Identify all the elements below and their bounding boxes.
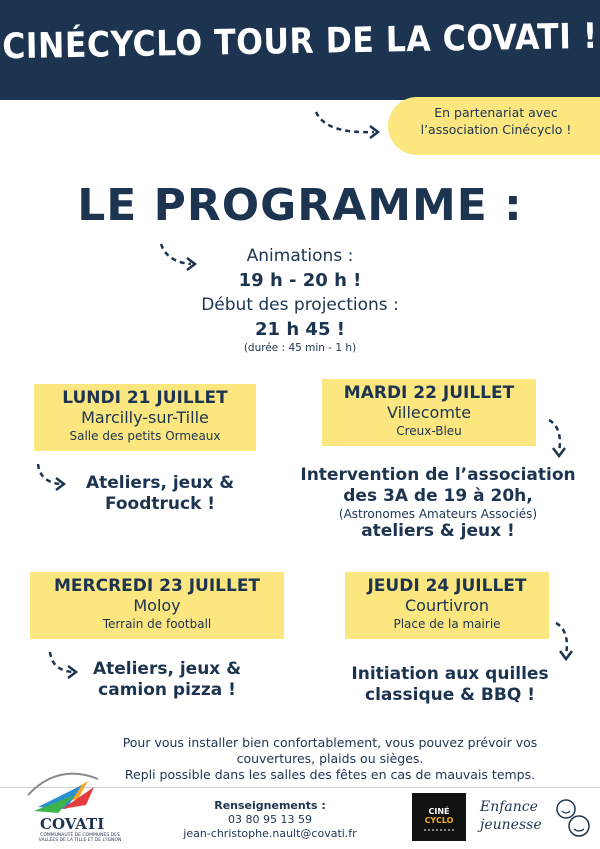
partner-text <box>396 104 596 138</box>
event-day: LUNDI 21 JUILLET <box>62 388 228 408</box>
event-card-wednesday <box>30 572 284 639</box>
covati-name: COVATI <box>40 815 105 833</box>
footer-info-line: Pour vous installer bien confortablement, vous pouvez prévoir vos <box>122 735 538 750</box>
animations-label: Animations : <box>246 246 354 266</box>
cine-logo-line: CINÉ <box>428 807 450 816</box>
event-day: JEUDI 24 JUILLET <box>367 576 527 596</box>
event-card-tuesday <box>322 379 536 446</box>
footer-info <box>60 735 600 783</box>
event-desc-line: ateliers & jeux ! <box>361 521 515 541</box>
event-desc-line: Ateliers, jeux & <box>85 473 235 493</box>
projections-label: Début des projections : <box>201 295 399 315</box>
event-card-monday <box>34 384 256 451</box>
contact-title: Renseignements : <box>214 799 326 812</box>
dashed-arrow-icon <box>552 621 582 663</box>
event-town: Moloy <box>133 596 181 615</box>
projections-time: 21 h 45 ! <box>255 319 345 340</box>
event-desc-line: des 3A de 19 à 20h, <box>343 486 533 506</box>
event-desc-line: Foodtruck ! <box>104 494 216 514</box>
event-desc-line: camion pizza ! <box>98 680 236 700</box>
cinecyclo-logo <box>412 793 466 841</box>
covati-logo <box>18 765 108 817</box>
programme-heading: LE PROGRAMME : <box>77 180 523 231</box>
children-faces-icon <box>552 795 594 841</box>
event-desc-line: Initiation aux quilles <box>351 664 549 684</box>
event-town: Villecomte <box>386 403 472 422</box>
partner-line: l’association Cinécyclo ! <box>420 122 572 137</box>
event-desc-line: classique & BBQ ! <box>365 685 535 705</box>
dashed-arrow-icon <box>312 108 392 144</box>
event-day: MARDI 22 JUILLET <box>343 383 515 403</box>
animations-time: 19 h - 20 h ! <box>238 270 362 291</box>
enfance-line: Enfance <box>480 799 538 815</box>
enfance-line: jeunesse <box>480 817 542 833</box>
event-venue: Creux-Bleu <box>396 424 462 438</box>
cine-logo-line: CYCLO <box>424 816 454 825</box>
contact-phone: 03 80 95 13 59 <box>228 813 312 826</box>
event-town: Marcilly-sur-Tille <box>81 408 209 427</box>
event-description <box>60 473 260 515</box>
event-venue: Terrain de football <box>102 617 212 631</box>
event-venue: Salle des petits Ormeaux <box>69 429 221 443</box>
covati-subtitle: COMMUNAUTÉ DE COMMUNES DES VALLÉES DE LA TILLE ET DE L'IGNON <box>38 833 122 843</box>
event-desc-note: (Astronomes Amateurs Associés) <box>338 507 538 521</box>
event-desc-line: Intervention de l’association <box>300 465 576 485</box>
event-description <box>280 465 596 542</box>
footer-info-line: couvertures, plaids ou sièges. <box>236 751 424 766</box>
dashed-arrow-icon <box>545 418 575 460</box>
contact-email: jean-christophe.nault@covati.fr <box>183 827 357 840</box>
event-day: MERCREDI 23 JUILLET <box>53 576 261 596</box>
event-description <box>335 664 565 706</box>
duration-note: (durée : 45 min - 1 h) <box>243 342 357 354</box>
event-description <box>72 659 262 701</box>
event-card-thursday <box>345 572 549 639</box>
page-title: CINÉCYCLO TOUR DE LA COVATI ! <box>1 16 599 68</box>
enfance-jeunesse-logo <box>480 798 542 834</box>
event-venue: Place de la mairie <box>393 617 501 631</box>
contact-info <box>170 799 370 841</box>
event-town: Courtivron <box>404 596 490 615</box>
footer-info-line: Repli possible dans les salles des fêtes en cas de mauvais temps. <box>124 767 536 782</box>
partner-line: En partenariat avec <box>434 105 558 120</box>
event-desc-line: Ateliers, jeux & <box>92 659 242 679</box>
